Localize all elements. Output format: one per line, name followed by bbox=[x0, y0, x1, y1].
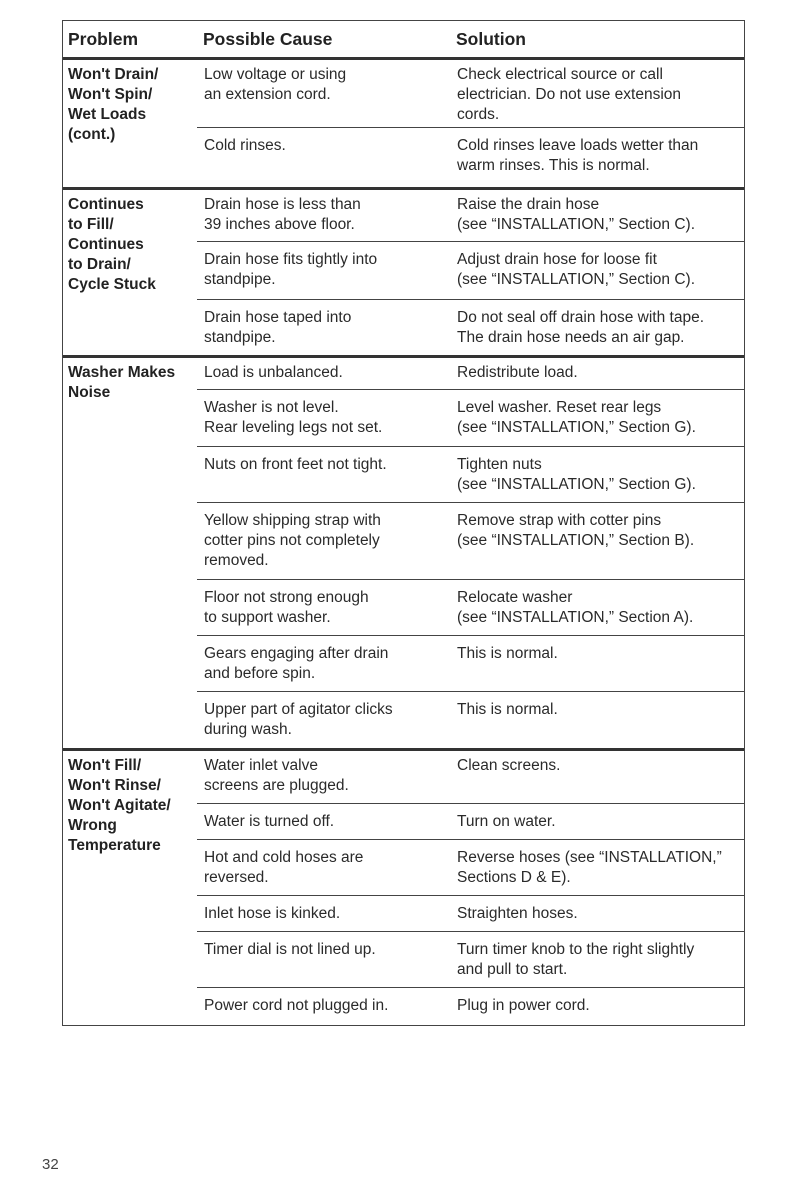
troubleshooting-table bbox=[62, 20, 745, 1026]
possible-cause: Load is unbalanced. bbox=[204, 364, 343, 381]
table-row bbox=[197, 804, 744, 840]
solution: Reverse hoses (see “INSTALLATION,” Sections D & E). bbox=[457, 849, 722, 886]
solution: This is normal. bbox=[457, 701, 558, 718]
problem-label: Won't Fill/ Won't Rinse/ Won't Agitate/ Wrong Temperature bbox=[68, 757, 171, 854]
problem-label: Washer Makes Noise bbox=[68, 364, 176, 401]
solution: Plug in power cord. bbox=[457, 997, 590, 1014]
table-row bbox=[197, 242, 744, 300]
header-possible-cause: Possible Cause bbox=[203, 29, 333, 49]
problem-label: Continues to Fill/ Continues to Drain/ Cycle Stuck bbox=[68, 196, 156, 293]
problem-label: Won't Drain/ Won't Spin/ Wet Loads (cont.) bbox=[68, 66, 159, 143]
possible-cause: Hot and cold hoses are reversed. bbox=[204, 849, 364, 886]
solution: Clean screens. bbox=[457, 757, 561, 774]
possible-cause: Upper part of agitator clicks during wash. bbox=[204, 701, 393, 738]
solution: Do not seal off drain hose with tape. The drain hose needs an air gap. bbox=[457, 309, 705, 346]
table-row bbox=[197, 692, 744, 748]
solution: Relocate washer (see “INSTALLATION,” Section A). bbox=[457, 589, 694, 626]
solution: Straighten hoses. bbox=[457, 905, 578, 922]
solution: Check electrical source or call electrician. Do not use extension cords. bbox=[457, 66, 682, 123]
problem-group bbox=[63, 355, 744, 751]
solution: Tighten nuts (see “INSTALLATION,” Section G). bbox=[457, 456, 696, 493]
page-number: 32 bbox=[42, 1156, 59, 1173]
table-header bbox=[63, 21, 744, 60]
problem-group bbox=[63, 748, 744, 1026]
possible-cause: Washer is not level. Rear leveling legs not set. bbox=[204, 399, 383, 436]
possible-cause: Cold rinses. bbox=[204, 137, 286, 154]
solution: This is normal. bbox=[457, 645, 558, 662]
possible-cause: Drain hose is less than 39 inches above floor. bbox=[204, 196, 361, 233]
possible-cause: Power cord not plugged in. bbox=[204, 997, 389, 1014]
table-row bbox=[197, 580, 744, 636]
possible-cause: Low voltage or using an extension cord. bbox=[204, 66, 347, 103]
solution: Level washer. Reset rear legs (see “INSTALLATION,” Section G). bbox=[457, 399, 696, 436]
possible-cause: Timer dial is not lined up. bbox=[204, 941, 376, 958]
solution: Remove strap with cotter pins (see “INSTALLATION,” Section B). bbox=[457, 512, 695, 549]
possible-cause: Drain hose taped into standpipe. bbox=[204, 309, 352, 346]
possible-cause: Drain hose fits tightly into standpipe. bbox=[204, 251, 378, 288]
header-solution: Solution bbox=[456, 29, 526, 49]
possible-cause: Floor not strong enough to support washer. bbox=[204, 589, 369, 626]
solution: Redistribute load. bbox=[457, 364, 578, 381]
table-row bbox=[197, 988, 744, 1026]
solution: Turn timer knob to the right slightly and pull to start. bbox=[457, 941, 695, 978]
problem-group bbox=[63, 187, 744, 358]
table-row bbox=[197, 748, 744, 804]
table-row bbox=[197, 896, 744, 932]
solution: Raise the drain hose (see “INSTALLATION,” Section C). bbox=[457, 196, 696, 233]
table-row bbox=[197, 57, 744, 128]
solution: Adjust drain hose for loose fit (see “INSTALLATION,” Section C). bbox=[457, 251, 696, 288]
solution: Turn on water. bbox=[457, 813, 556, 830]
table-row bbox=[197, 636, 744, 692]
possible-cause: Nuts on front feet not tight. bbox=[204, 456, 387, 473]
table-row bbox=[197, 355, 744, 390]
table-row bbox=[197, 187, 744, 242]
table-row bbox=[197, 390, 744, 447]
solution: Cold rinses leave loads wetter than warm rinses. This is normal. bbox=[457, 137, 699, 174]
possible-cause: Inlet hose is kinked. bbox=[204, 905, 341, 922]
problem-group bbox=[63, 57, 744, 190]
header-problem: Problem bbox=[68, 29, 139, 49]
table-row bbox=[197, 447, 744, 503]
table-row bbox=[197, 840, 744, 896]
table-row bbox=[197, 503, 744, 580]
table-row bbox=[197, 300, 744, 355]
table-row bbox=[197, 128, 744, 187]
possible-cause: Yellow shipping strap with cotter pins not completely removed. bbox=[204, 512, 381, 569]
possible-cause: Water inlet valve screens are plugged. bbox=[204, 757, 349, 794]
table-row bbox=[197, 932, 744, 988]
possible-cause: Water is turned off. bbox=[204, 813, 335, 830]
possible-cause: Gears engaging after drain and before spin. bbox=[204, 645, 389, 682]
